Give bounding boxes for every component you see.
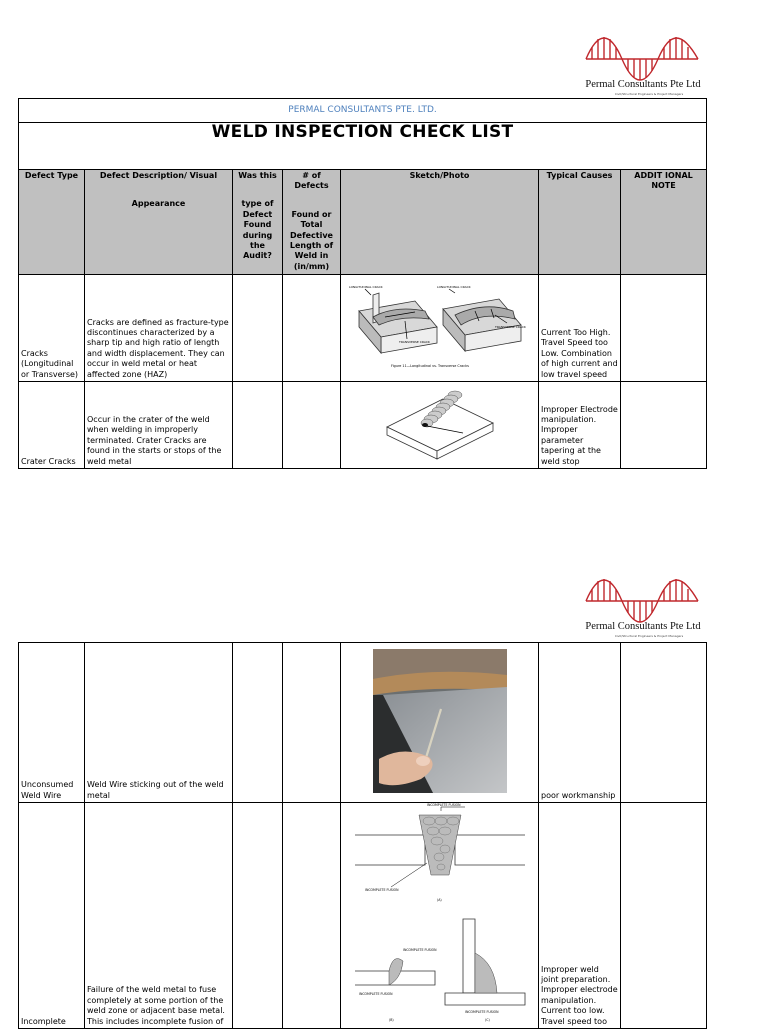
col-header-num-defects-line1: # of Defects [294,171,329,191]
sketch-label: LONGITUDINAL CRACK [348,285,383,290]
notes-cell [621,275,707,382]
crack-sketch-figure [345,281,535,371]
sketch-label: TRANSVERSE CRACK [494,325,526,330]
table-row [19,275,707,382]
logo-company-name: Permal Consultants Pte Ltd [585,79,701,90]
logo-tagline: Civil/Structural Engineers & Project Managers [614,634,684,638]
col-header-was-this [233,170,283,275]
sine-wave-logo-icon [584,33,702,81]
audit-found-cell [233,275,283,382]
col-header-description-line1: Defect Description/ Visual [99,171,218,180]
crater-crack-sketch [385,385,495,461]
col-header-description-line2: Appearance [131,199,186,209]
col-header-was-this-line1: Was this [238,171,277,180]
table-row [19,803,707,1029]
causes-cell: poor workmanship [539,643,621,803]
audit-found-cell [233,382,283,469]
defect-count-cell [283,803,341,1029]
logo-tagline: Civil/Structural Engineers & Project Managers [614,92,684,96]
notes-cell [621,382,707,469]
defect-count-cell [283,382,341,469]
sketch-label: INCOMPLETE FUSION [364,888,399,892]
sketch-label: LONGITUDINAL CRACK [436,285,471,290]
audit-found-cell [233,803,283,1029]
sketch-label: TRANSVERSE CRACK [398,340,430,345]
defect-count-cell [283,275,341,382]
sketch-label: INCOMPLETE FUSION [402,948,437,952]
sketch-label: INCOMPLETE FUSION [464,1010,499,1014]
sketch-cell [341,275,539,382]
defect-type-cell: Incomplete [19,803,85,1029]
defect-type-cell: Crater Cracks [19,382,85,469]
col-header-sketch: Sketch/Photo [341,170,539,275]
sine-wave-logo-icon [584,575,702,623]
description-cell: Cracks are defined as fracture-type discontinues characterized by a sharp tip and high ratio of length and width displacement. They can occur in weld metal or heat affected zone (HAZ) [85,275,233,382]
col-header-causes: Typical Causes [539,170,621,275]
col-header-notes: ADDIT IONAL NOTE [621,170,707,275]
sketch-label: INCOMPLETE FUSION [358,992,393,996]
weld-inspection-table-continued [18,642,707,1029]
defect-type-cell: Cracks (Longitudinal or Transverse) [19,275,85,382]
company-logo [584,33,702,95]
notes-cell [621,643,707,803]
weld-inspection-table [18,98,707,469]
audit-found-cell [233,643,283,803]
col-header-num-defects-line2: Found or Total Defective Length of Weld in (in/mm) [289,209,334,271]
sketch-label: (B) [388,1018,394,1022]
notes-cell [621,803,707,1029]
col-header-defect-type: Defect Type [19,170,85,275]
description-cell: Weld Wire sticking out of the weld metal [85,643,233,803]
causes-cell: Improper weld joint preparation. Improper electrode manipulation. Current too low. Travel speed too [539,803,621,1029]
logo-company-name: Permal Consultants Pte Ltd [585,621,701,632]
causes-cell: Current Too High. Travel Speed too Low. Combination of high current and low travel speed [539,275,621,382]
description-cell: Occur in the crater of the weld when welding in improperly terminated. Crater Cracks are found in the starts or stops of the weld metal [85,382,233,469]
sketch-cell [341,803,539,1029]
causes-cell: Improper Electrode manipulation. Improper parameter tapering at the weld stop [539,382,621,469]
company-header: PERMAL CONSULTANTS PTE. LTD. [19,99,707,123]
defect-count-cell [283,643,341,803]
sketch-label: INCOMPLETE FUSION [426,803,461,807]
incomplete-fusion-sketch [345,803,535,1023]
sketch-label: (C) [484,1018,490,1022]
company-logo [584,575,702,637]
table-row [19,643,707,803]
weld-wire-photo [373,649,507,793]
defect-type-cell: Unconsumed Weld Wire [19,643,85,803]
col-header-was-this-line2: type of Defect Found during the Audit? [241,199,274,261]
sketch-label: (A) [436,898,442,902]
page-title: WELD INSPECTION CHECK LIST [19,123,707,170]
sketch-cell [341,382,539,469]
table-row [19,382,707,469]
col-header-description [85,170,233,275]
sketch-caption: Figure 11—Longitudinal vs. Transverse Cracks [390,364,469,369]
col-header-num-defects [283,170,341,275]
photo-cell [341,643,539,803]
description-cell: Failure of the weld metal to fuse completely at some portion of the weld zone or adjacent base metal. This includes incomplete fusion of [85,803,233,1029]
